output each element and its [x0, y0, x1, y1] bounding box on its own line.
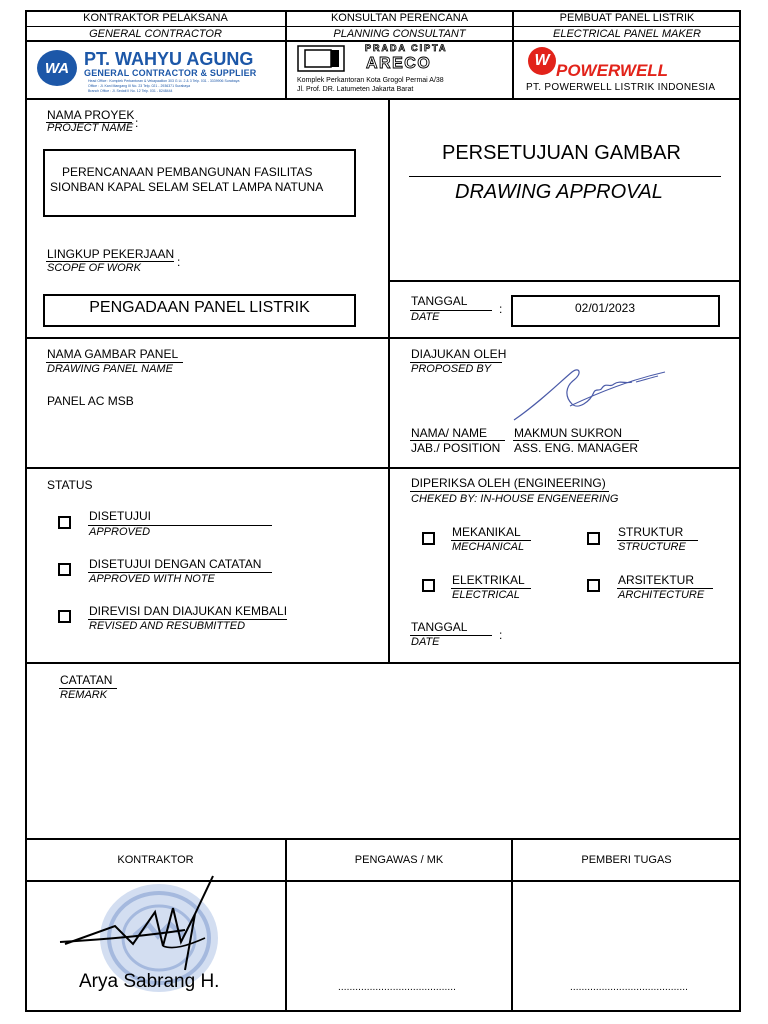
status-approved-with-note-label-en: APPROVED WITH NOTE — [89, 573, 215, 585]
proposer-signature — [510, 362, 670, 424]
mechanical-checkbox[interactable] — [422, 532, 435, 545]
project-label-en: PROJECT NAME — [47, 122, 134, 134]
wahyu-agung-logo-initials: WA — [44, 59, 70, 77]
approval-date-divider — [389, 280, 740, 282]
sign-employer-label: PEMBERI TUGAS — [581, 854, 672, 866]
consultant-title-en: PLANNING CONSULTANT — [333, 28, 466, 40]
consultant-address-1: Komplek Perkantoran Kota Grogol Permai A/38 — [297, 77, 444, 84]
contractor-office-1: Head Office : Komplek Perkantoran & Vekapaalilon 303 G Lt. 2 & 3 Telp. 031 - 3339906 Surabaya — [88, 79, 240, 83]
areco-logo-icon — [297, 45, 345, 72]
sign-supervisor-label: PENGAWAS / MK — [354, 854, 444, 866]
consultant-brand: ARECO — [366, 55, 432, 72]
checked-date-colon: : — [499, 628, 503, 642]
powerwell-logo-icon — [528, 47, 556, 75]
project-label: NAMA PROYEK — [47, 108, 135, 122]
contractor-signature — [55, 874, 235, 984]
mechanical-label-en: MECHANICAL — [452, 541, 525, 553]
proposed-name-label: NAMA/ NAME — [411, 426, 488, 440]
electrical-label-en: ELECTRICAL — [452, 589, 520, 601]
drawing-label: NAMA GAMBAR PANEL — [47, 347, 179, 361]
architecture-label-en: ARCHITECTURE — [618, 589, 705, 601]
consultant-brand-top: PRADA CIPTA — [365, 43, 448, 53]
header-bottom-line — [26, 98, 740, 100]
header-divider-2 — [26, 40, 740, 42]
header-col-divider-1 — [285, 11, 287, 99]
project-name-line-1: PERENCANAAN PEMBANGUNAN FASILITAS — [62, 165, 313, 179]
checked-label-underline — [410, 491, 609, 492]
electrical-checkbox[interactable] — [422, 579, 435, 592]
contractor-office-3: Branch Office : Jl. Sedati II No. 12 Telp. 031 - 8248444 — [88, 89, 173, 93]
contractor-tagline: GENERAL CONTRACTOR & SUPPLIER — [84, 68, 257, 78]
scope-value: PENGADAAN PANEL LISTRIK — [89, 299, 310, 316]
checked-date-label: TANGGAL — [411, 620, 468, 634]
approval-title-en: DRAWING APPROVAL — [455, 181, 663, 203]
status-revised-checkbox[interactable] — [58, 610, 71, 623]
status-approved-checkbox[interactable] — [58, 516, 71, 529]
date-top-label: TANGGAL — [411, 294, 468, 308]
panel-maker-title-en: ELECTRICAL PANEL MAKER — [553, 28, 701, 40]
scope-colon: : — [177, 255, 181, 269]
status-approved-with-note-checkbox[interactable] — [58, 563, 71, 576]
date-top-colon: : — [499, 302, 503, 316]
consultant-address-2: Jl. Prof. DR. Latumeten Jakarta Barat — [297, 86, 414, 93]
date-top-label-en: DATE — [411, 311, 440, 323]
electrical-label: ELEKTRIKAL — [452, 573, 525, 587]
remark-label-en: REMARK — [60, 689, 108, 701]
sign-contractor-label: KONTRAKTOR — [117, 854, 194, 866]
employer-signature-line: ......................................... — [570, 982, 689, 993]
mechanical-label: MEKANIKAL — [452, 525, 521, 539]
contractor-title-en: GENERAL CONTRACTOR — [89, 28, 222, 40]
proposed-name-value: MAKMUN SUKRON — [514, 426, 623, 440]
row-divider-4 — [26, 838, 740, 840]
panel-maker-name: PT. POWERWELL LISTRIK INDONESIA — [526, 82, 716, 93]
remark-label: CATATAN — [60, 673, 113, 687]
project-colon: : — [135, 116, 139, 130]
project-name-line-2: SIONBAN KAPAL SELAM SELAT LAMPA NATUNA — [50, 180, 324, 194]
structure-label: STRUKTUR — [618, 525, 684, 539]
powerwell-logo-letter: W — [534, 52, 550, 69]
status-revised-label: DIREVISI DAN DIAJUKAN KEMBALI — [89, 604, 288, 618]
checked-date-label-en: DATE — [411, 636, 440, 648]
wahyu-agung-logo — [37, 50, 77, 86]
status-approved-with-note-label: DISETUJUI DENGAN CATATAN — [89, 557, 262, 571]
header-divider-1 — [26, 26, 740, 27]
body-center-divider — [388, 99, 390, 662]
row-divider-3 — [26, 662, 740, 664]
proposed-position-label: JAB./ POSITION — [411, 441, 501, 455]
drawing-label-en: DRAWING PANEL NAME — [47, 363, 173, 375]
status-approved-label: DISETUJUI — [89, 509, 152, 523]
status-revised-label-en: REVISED AND RESUBMITTED — [89, 620, 246, 632]
scope-label: LINGKUP PEKERJAAN — [47, 247, 175, 261]
proposed-label: DIAJUKAN OLEH — [411, 347, 507, 361]
contractor-signer-name: Arya Sabrang H. — [79, 971, 220, 992]
panel-maker-brand: POWERWELL — [556, 61, 669, 80]
approval-title: PERSETUJUAN GAMBAR — [442, 142, 681, 164]
approval-title-underline — [409, 176, 721, 177]
proposed-label-en: PROPOSED BY — [411, 363, 492, 375]
architecture-label: ARSITEKTUR — [618, 573, 695, 587]
contractor-title: KONTRAKTOR PELAKSANA — [83, 12, 228, 24]
panel-maker-title: PEMBUAT PANEL LISTRIK — [559, 12, 695, 24]
header-col-divider-2 — [512, 11, 514, 99]
checked-label-en: CHEKED BY: IN-HOUSE ENGENEERING — [411, 493, 619, 505]
row-divider-2 — [26, 467, 740, 469]
architecture-checkbox[interactable] — [587, 579, 600, 592]
supervisor-signature-line: ......................................... — [338, 982, 457, 993]
structure-label-en: STRUCTURE — [618, 541, 686, 553]
status-approved-label-en: APPROVED — [89, 526, 151, 538]
structure-checkbox[interactable] — [587, 532, 600, 545]
drawing-value: PANEL AC MSB — [47, 394, 134, 408]
row-divider-1 — [26, 337, 740, 339]
status-label: STATUS — [47, 478, 93, 492]
consultant-title: KONSULTAN PERENCANA — [330, 12, 469, 24]
proposed-position-value: ASS. ENG. MANAGER — [514, 441, 639, 455]
checked-label: DIPERIKSA OLEH (ENGINEERING) — [411, 476, 606, 490]
contractor-name: PT. WAHYU AGUNG — [84, 49, 254, 69]
contractor-office-2: Office : Jl. Kani Mangang III No. 23 Telp. 021 - 2936371 Surabaya — [88, 84, 191, 88]
scope-label-en: SCOPE OF WORK — [47, 262, 141, 274]
date-top-value: 02/01/2023 — [574, 301, 636, 315]
